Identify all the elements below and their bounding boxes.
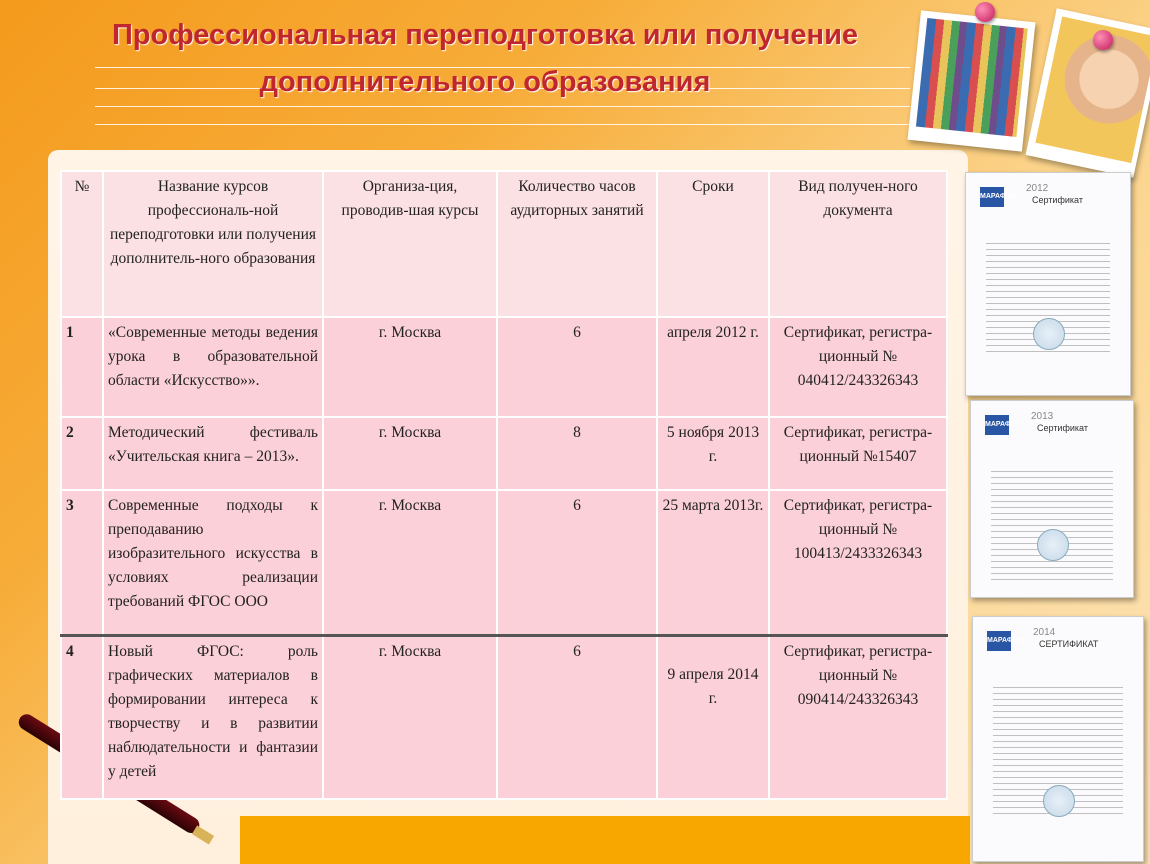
header-hours: Количество часов аудиторных занятий xyxy=(497,171,657,317)
header-course-name: Название курсов профессиональ-ной переподготовки или получения дополнитель-ного образования xyxy=(103,171,323,317)
table-header-row xyxy=(61,171,947,317)
ruled-line xyxy=(95,124,910,125)
title-line-1: Профессиональная переподготовка или получение xyxy=(111,19,859,51)
children-group-photo xyxy=(908,10,1036,151)
organization: г. Москва xyxy=(323,317,497,417)
hours: 8 xyxy=(497,417,657,490)
row-number: 2 xyxy=(61,417,103,490)
push-pin-icon xyxy=(975,2,995,22)
title-line-2: дополнительного образования xyxy=(259,66,711,98)
header-dates: Сроки xyxy=(657,171,769,317)
hours: 6 xyxy=(497,490,657,635)
header-document: Вид получен-ного документа xyxy=(769,171,947,317)
organization: г. Москва xyxy=(323,490,497,635)
hours: 6 xyxy=(497,317,657,417)
course-name: Новый ФГОС: роль графических материалов в формировании интереса к творчеству и в развитии наблюдательности и фантазии у детей xyxy=(103,635,323,799)
hours: 6 xyxy=(497,635,657,799)
document: Сертификат, регистра-ционный № 040412/243326343 xyxy=(769,317,947,417)
child-portrait-photo xyxy=(1026,8,1150,178)
dates: 9 апреля 2014 г. xyxy=(657,635,769,799)
document: Сертификат, регистра-ционный № 090414/243326343 xyxy=(769,635,947,799)
certificate-image-2: МАРАФОН 2013 Сертификат xyxy=(970,400,1134,598)
course-name: «Современные методы ведения урока в образовательной области «Искусство»». xyxy=(103,317,323,417)
table-row xyxy=(61,635,947,799)
table-row xyxy=(61,317,947,417)
dates: 5 ноября 2013 г. xyxy=(657,417,769,490)
table-row xyxy=(61,417,947,490)
courses-table xyxy=(60,170,948,800)
certificate-image-3: МАРАФОН 2014 СЕРТИФИКАТ xyxy=(972,616,1144,862)
ruled-line xyxy=(95,106,910,107)
certificate-image-1: МАРАФОН 2012 Сертификат xyxy=(965,172,1131,396)
table-row xyxy=(61,490,947,635)
push-pin-icon xyxy=(1093,30,1113,50)
organization: г. Москва xyxy=(323,417,497,490)
document: Сертификат, регистра-ционный №15407 xyxy=(769,417,947,490)
header-organization: Организа-ция, проводив-шая курсы xyxy=(323,171,497,317)
footer-bar xyxy=(240,816,970,864)
document: Сертификат, регистра-ционный № 100413/2433326343 xyxy=(769,490,947,635)
dates: 25 марта 2013г. xyxy=(657,490,769,635)
organization: г. Москва xyxy=(323,635,497,799)
row-number: 3 xyxy=(61,490,103,635)
page-title xyxy=(30,12,940,106)
row-number: 4 xyxy=(61,635,103,799)
course-name: Современные подходы к преподаванию изобразительного искусства в условиях реализации требований ФГОС ООО xyxy=(103,490,323,635)
course-name: Методический фестиваль «Учительская книга – 2013». xyxy=(103,417,323,490)
header-number: № xyxy=(61,171,103,317)
row-number: 1 xyxy=(61,317,103,417)
dates: апреля 2012 г. xyxy=(657,317,769,417)
